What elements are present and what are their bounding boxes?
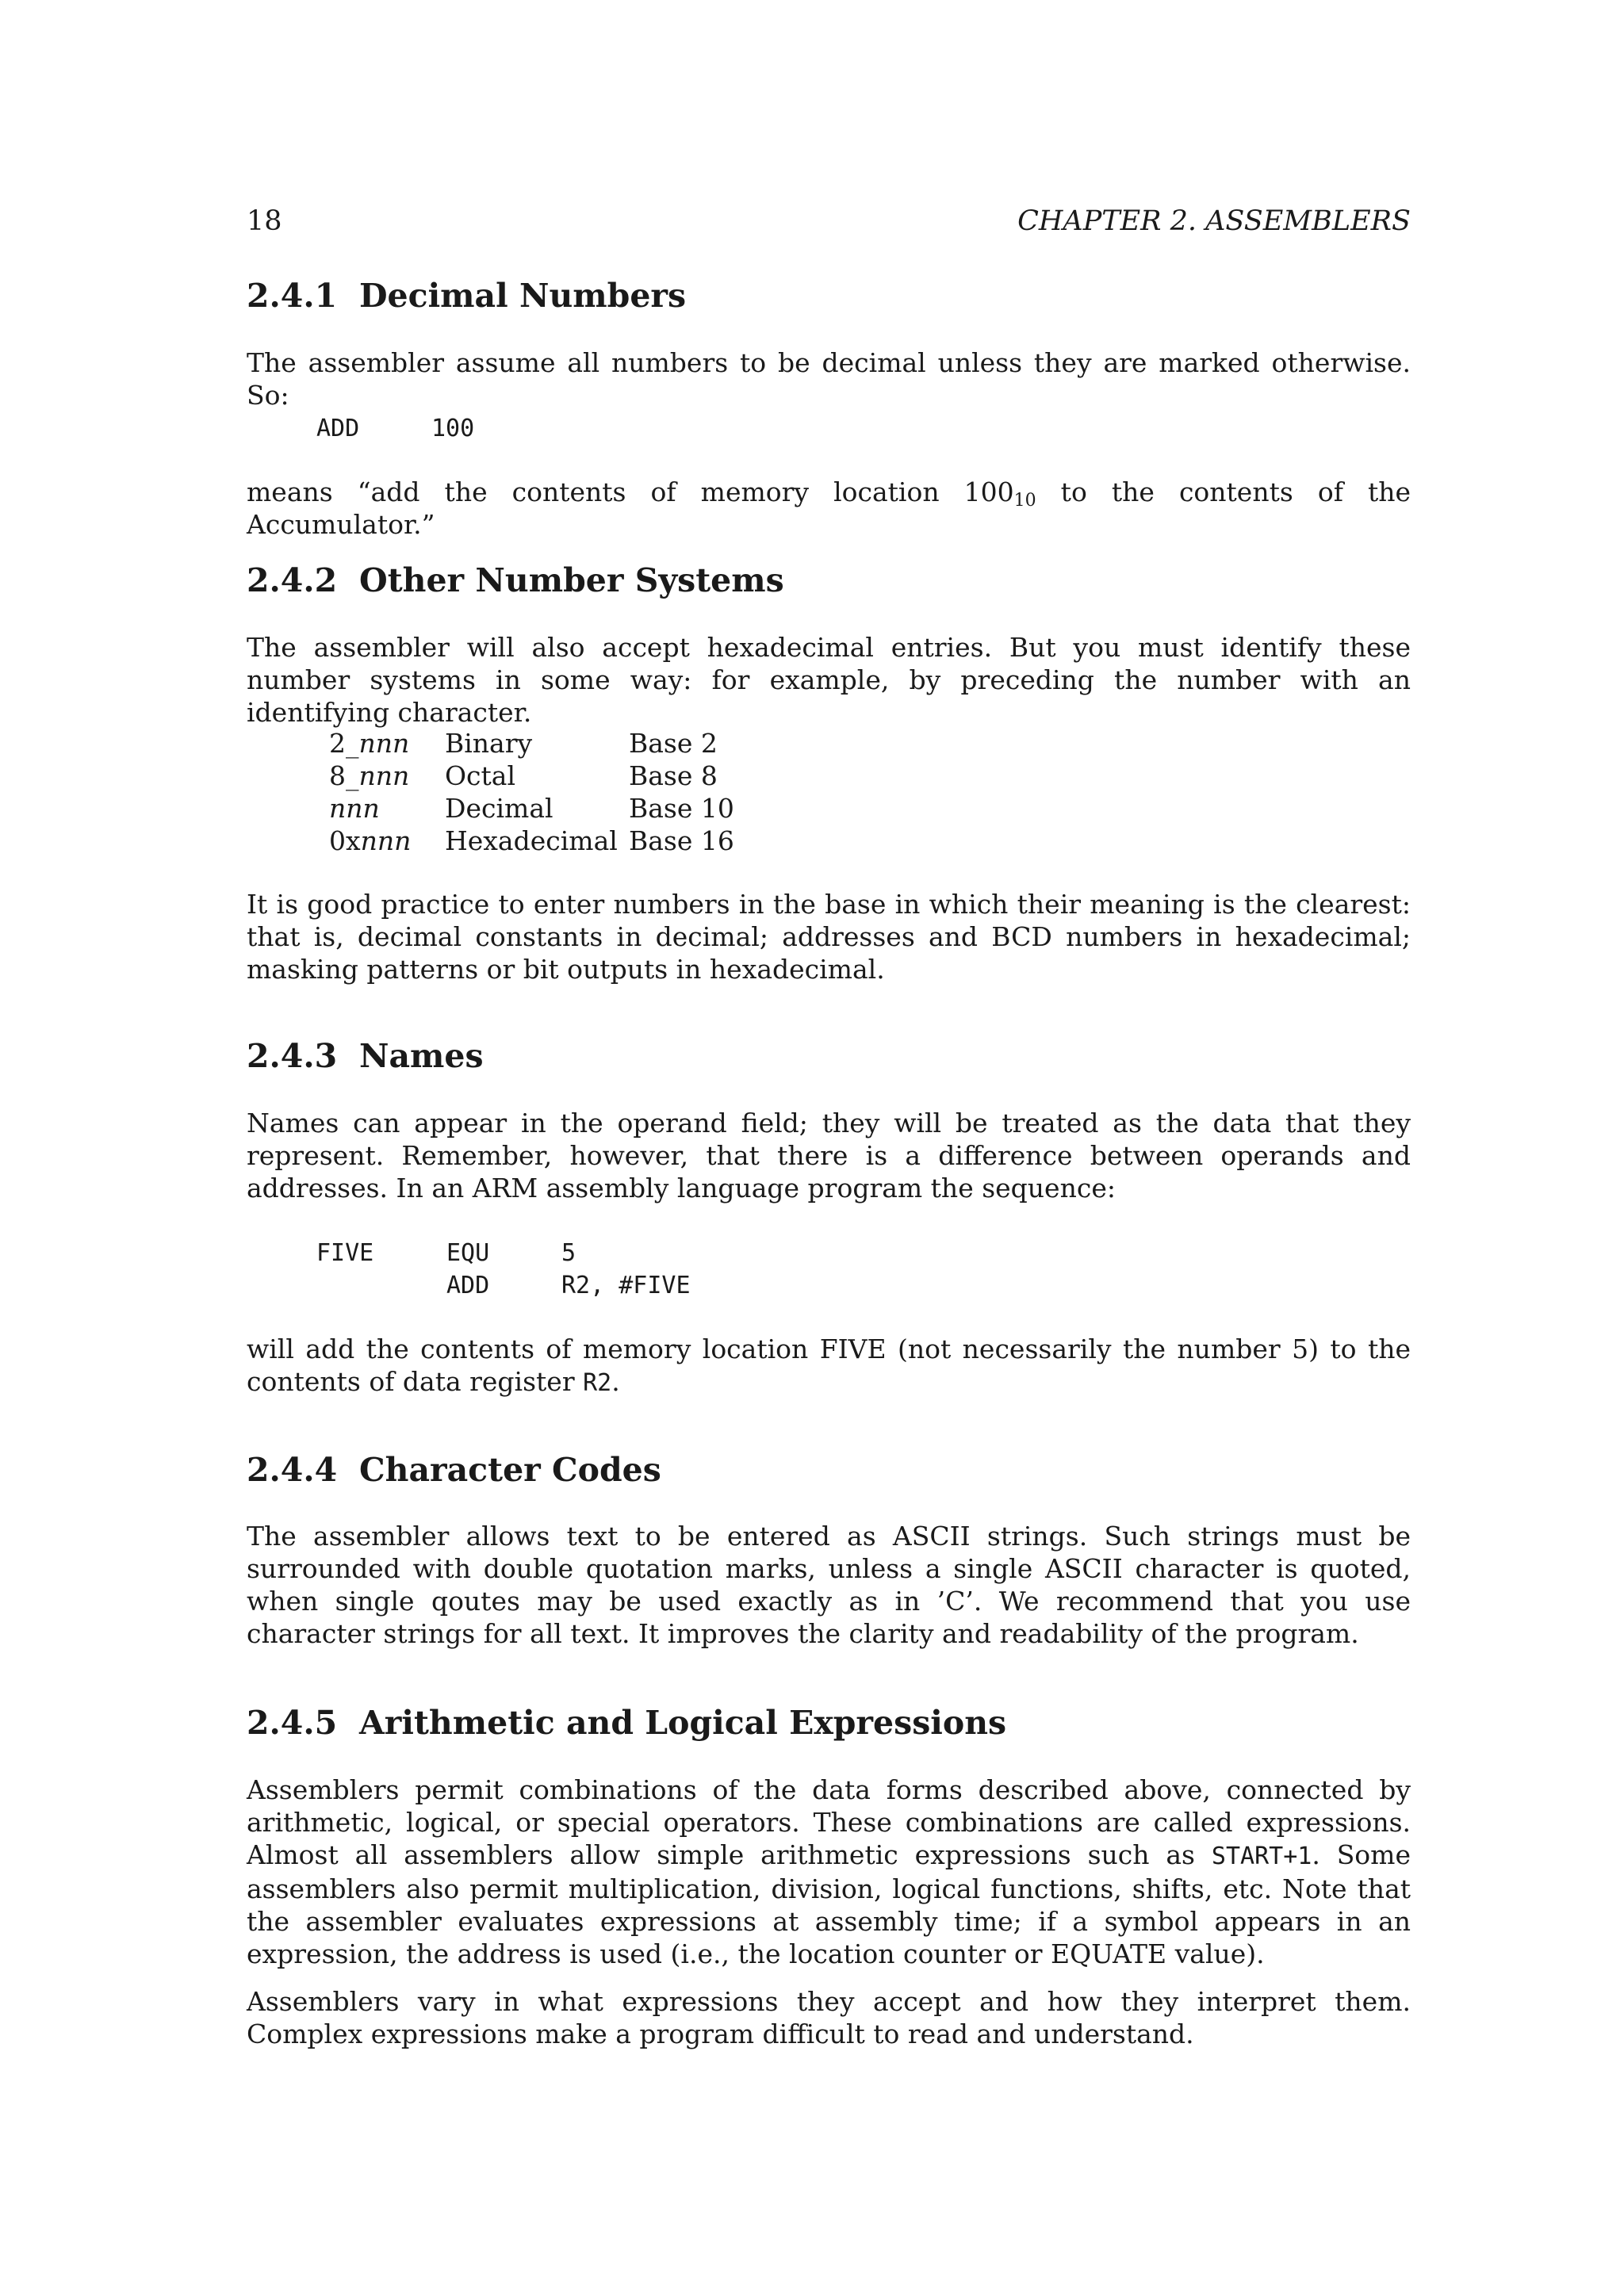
paragraph-decimal-meaning: means “add the contents of memory location $100_{10}$ to the contents of the Accumulator.” bbox=[247, 476, 1411, 540]
chapter-title: CHAPTER 2. ASSEMBLERS bbox=[1017, 205, 1411, 237]
table-row: 8_nnn Octal Base 8 bbox=[329, 760, 718, 791]
paragraph-good-practice: It is good practice to enter numbers in the base in which their meaning is the clearest: that is, decimal constants in decimal; addresses and BCD numbers in hexadecimal; masking patterns or bit outputs in hexadecimal. bbox=[247, 889, 1411, 985]
section-heading-2-4-5: 2.4.5 Arithmetic and Logical Expressions bbox=[247, 1704, 1007, 1742]
running-header bbox=[247, 201, 1411, 241]
paragraph-names-intro: Names can appear in the operand field; they will be treated as the data that they represent. Remember, however, that there is a difference between operands and addresses. In an ARM assembly language program the sequence: bbox=[247, 1108, 1411, 1203]
section-heading-2-4-2: 2.4.2 Other Number Systems bbox=[247, 561, 784, 599]
number-systems-table bbox=[329, 727, 734, 857]
paragraph-number-systems-intro: The assembler will also accept hexadecimal entries. But you must identify these number systems in some way: for example, by preceding the number with an identifying character. bbox=[247, 632, 1411, 728]
paragraph-expressions-2: Assemblers vary in what expressions they accept and how they interpret them. Complex expressions make a program difficult to read and understand. bbox=[247, 1986, 1411, 2049]
code-add-100: ADD 100 bbox=[316, 415, 475, 442]
table-row: 0xnnn Hexadecimal Base 16 bbox=[329, 825, 734, 856]
document-page bbox=[247, 0, 1411, 2296]
paragraph-expressions-1: Assemblers permit combinations of the data forms described above, connected by arithmetic, logical, or special operators. These combinations are called expressions. Almost all assemblers allow simple arithmetic expressions such as START+1. Some assemblers also permit multiplication, division, logical functions, shifts, etc. Note that the assembler evaluates expressions at assembly time; if a symbol appears in an expression, the address is used (i.e., the location counter or EQUATE value). bbox=[247, 1774, 1411, 1969]
page-number: 18 bbox=[247, 205, 282, 237]
paragraph-names-after: will add the contents of memory location FIVE (not necessarily the number 5) to the contents of data register R2. bbox=[247, 1334, 1411, 1397]
code-five-equ: FIVE EQU 5 ADD R2, #FIVE bbox=[316, 1239, 691, 1299]
section-heading-2-4-1: 2.4.1 Decimal Numbers bbox=[247, 277, 687, 315]
section-heading-2-4-3: 2.4.3 Names bbox=[247, 1037, 484, 1075]
section-heading-2-4-4: 2.4.4 Character Codes bbox=[247, 1451, 661, 1489]
table-row: 2_nnn Binary Base 2 bbox=[329, 728, 718, 759]
paragraph-decimal-intro: The assembler assume all numbers to be decimal unless they are marked otherwise. So: bbox=[247, 347, 1411, 411]
table-row: nnn Decimal Base 10 bbox=[329, 793, 734, 824]
paragraph-character-codes: The assembler allows text to be entered as ASCII strings. Such strings must be surrounded with double quotation marks, unless a single ASCII character is quoted, when single qoutes may be used exactly as in ’C’. We recommend that you use character strings for all text. It improves the clarity and readability of the program. bbox=[247, 1521, 1411, 1649]
